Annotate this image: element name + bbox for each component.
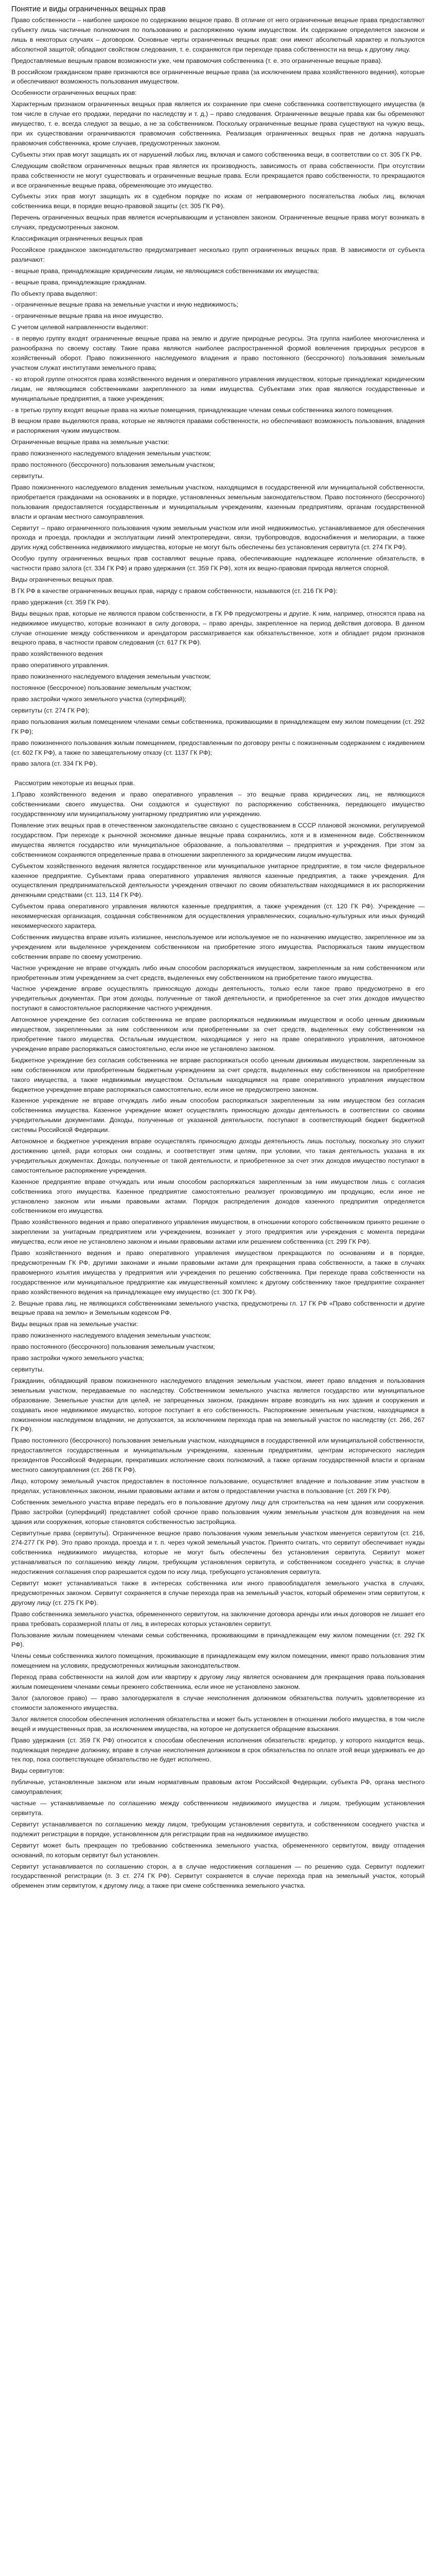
paragraph: Виды вещных прав, которые не являются правом собственности, в ГК РФ предусмотрены и другие. К ним, например, относятся права на недвижимое имущество, которые возникают в силу договора, – право аренды, закрепленное на период действия договора. В данном случае отношение между собственником и арендатором рассматривается как обязательственное, хотя и обладает рядом признаков вещного права, в частности правом следования (ст. 617 ГК РФ). [11, 609, 425, 647]
paragraph: Право хозяйственного ведения и право оперативного управления имуществом, в отношении которого собственником принято решение о закреплении за унитарным предприятием или учреждением, возникает у этого предприятия или учреждения с момента передачи имущества, если иное не установлено законом и иными правовыми актами или решением собственника (ст. 299 ГК РФ). [11, 1218, 425, 1246]
paragraph: - ко второй группе относятся права хозяйственного ведения и оперативного управления имуществом, которые принадлежат юридическим лицам, не являющимся собственниками закрепленного за ними имущества. Субъектами этих прав являются государственные и муниципальные предприятия, а также учреждения; [11, 375, 425, 402]
paragraph: Гражданин, обладающий правом пожизненного наследуемого владения земельным участком, имеет право владения и пользования земельным участком, передаваемые по наследству. Собственником земельного участка является государство или муниципальное образование. Земельные участки для целей, не запрещенных законом, гражданин вправе возводить на них здания и сооружения и создавать иное недвижимое имущество, которое поступает в его собственность. Распоряжение земельным участком, находящимся в пожизненном наследуемом владении, не допускается, за исключением перехода прав на земельный участок по наследству (ст. 266, 267 ГК РФ). [11, 1377, 425, 1433]
paragraph: Предоставляемые вещным правом возможности уже, чем правомочия собственника (т. е. это ограниченные вещные права). [11, 57, 382, 64]
paragraph: В вещном праве выделяются права, которые не являются правами собственности, но обеспечивают возможность пользования, владения и распоряжения чужим имуществом. [11, 417, 425, 435]
paragraph: право застройки чужого земельного участка (суперфиций); [11, 696, 187, 703]
paragraph: право пожизненного наследуемого владения земельным участком; [11, 1332, 211, 1340]
paragraph: Характерным признаком ограниченных вещных прав является их сохранение при смене собственника соответствующего имущества (в том числе в случае его продажи, передачи по наследству и т. д.) – право следования. Ограниченные вещные права как бы обременяют имущество, т. е. всегда следуют за вещью, а не за собственником. Поскольку ограниченные вещные права существуют на чужую вещь, при их существовании ограничиваются правомочия собственника. Реализация ограниченных вещных прав не должна нарушать правомочия собственника, кроме случаев, предусмотренных законом. [11, 100, 425, 147]
paragraph: публичные, установленные законом или иным нормативным правовым актом Российской Федерации, субъекта РФ, органа местного самоуправления; [11, 1778, 425, 1796]
paragraph: Субъекты этих прав могут защищать их от нарушений любых лиц, включая и самого собственника вещи, в соответствии со ст. 305 ГК РФ. [11, 150, 422, 158]
paragraph: Бюджетное учреждение без согласия собственника не вправе распоряжаться особо ценным движимым имуществом, закрепленным за ним собственником или приобретенным бюджетным учреждением за счет средств, выделенных ему собственником на приобретение такого имущества, а также недвижимым имуществом. Остальным находящимся на праве оперативного управления имуществом бюджетное учреждение вправе распоряжаться самостоятельно, если иное не предусмотрено законом. [11, 1056, 425, 1093]
paragraph: право оперативного управления. [11, 662, 109, 669]
paragraph: Ограниченные вещные права на земельные участки: [11, 438, 169, 446]
paragraph: - вещные права, принадлежащие юридическим лицам, не являющимся собственниками их имущества; [11, 267, 319, 275]
paragraph: право постоянного (бессрочного) пользования земельным участком; [11, 1343, 215, 1351]
paragraph: - ограниченные вещные права на иное имущество. [11, 312, 164, 320]
paragraph: С учетом целевой направленности выделяют: [11, 324, 148, 331]
paragraph: В ГК РФ в качестве ограниченных вещных прав, наряду с правом собственности, называются (ст. 216 ГК РФ): [11, 587, 338, 595]
paragraph: право залога (ст. 334 ГК РФ). [11, 760, 97, 768]
paragraph: постоянное (бессрочное) пользование земельным участком; [11, 684, 191, 692]
section-heading: Рассмотрим некоторые из вещных прав. [14, 779, 135, 787]
paragraph: Субъектом права оперативного управления являются казенные предприятия, а также учреждения (ст. 120 ГК РФ). Учреждение — некоммерческая организация, созданная собственником для осуществления управленческих, социально-культурных или иных функций некоммерческого характера. [11, 903, 425, 930]
paragraph: Право собственника земельного участка, обремененного сервитутом, на заключение договора аренды или иных договоров не лишает его права требовать соразмерной платы от лиц, в интересах которых установлен сервитут. [11, 1610, 425, 1628]
paragraph: Казенное учреждение не вправе отчуждать либо иным способом распоряжаться закрепленным за ним имуществом без согласия собственника имущества. Казенное учреждение может осуществлять приносящую доходы деятельность в соответствии со своими учредительными документами. Доходы, полученные от указанной деятельности, поступают в соответствующий бюджет бюджетной системы Российской Федерации. [11, 1097, 425, 1134]
paragraph: Субъекты этих прав могут защищать их в судебном порядке по искам от неправомерного посягательства любых лиц, включая собственника вещи, в порядке вещно-правовой защиты (ст. 305 ГК РФ). [11, 193, 425, 210]
paragraph: Право удержания (ст. 359 ГК РФ) относится к способам обеспечения исполнения обязательств: кредитор, у которого находится вещь, подлежащая передаче должнику, вправе в случае неисполнения должником в срок обязательства по оплате этой вещи удерживать ее до тех пор, пока соответствующее обязательство не будет исполнено. [11, 1736, 425, 1764]
paragraph: право застройки чужого земельного участка; [11, 1354, 144, 1362]
paragraph: Появление этих вещных прав в отечественном законодательстве связано с существованием в СССР плановой экономики, регулируемой государством. При переходе к рыночной экономике данные вещные права сохранились, хотя и в измененном виде. Собственником имущества является государство или муниципальное образование, а пользователями – предприятия и учреждения. При этом за собственником сохраняются определенные права в отношении закрепленного за юридическим лицом имущества. [11, 821, 425, 858]
paragraph: - ограниченные вещные права на земельные участки и иную недвижимость; [11, 301, 238, 309]
paragraph: сервитуты. [11, 1366, 44, 1373]
paragraph: Сервитут может быть прекращен по требованию собственника земельного участка, обремененного сервитутом, ввиду отпадения оснований, по которым сервитут был установлен. [11, 1841, 425, 1859]
paragraph: В российском гражданском праве признаются все ограниченные вещные права (за исключением права хозяйственного ведения), которые и обеспечивают возможность пользования имуществом. [11, 68, 425, 86]
paragraph: Частное учреждение вправе осуществлять приносящую доходы деятельность, только если такое право предусмотрено в его учредительных документах. При этом доходы, полученные от такой деятельности, и приобретенное за счет этих доходов имущество поступают в самостоятельное распоряжение частного учреждения. [11, 985, 425, 1012]
paragraph: Субъектом хозяйственного ведения является государственное или муниципальное унитарное предприятие, в том числе федеральное казенное предприятие. Субъектами права оперативного управления являются казенные предприятия, а также учреждения. Для осуществления предпринимательской деятельности учреждения отвечают по своим обязательствам находящимися в их распоряжении денежными средствами (ст. 113, 114 ГК РФ). [11, 862, 425, 899]
paragraph: Классификация ограниченных вещных прав [11, 235, 143, 243]
paragraph: право пожизненного наследуемого владения земельным участком; [11, 673, 211, 681]
paragraph: Право собственности – наиболее широкое по содержанию вещное право. В отличие от него ограниченные вещные права предоставляют субъекту лишь частичные полномочия по пользованию и распоряжению чужим имуществом. Их содержание определяется законом и лишь в некоторых случаях – договором. Основные черты ограниченных вещных прав: они имеют абсолютный характер и пользуются абсолютной защитой; обладают свойством следования, т. е. сохраняются при переходе права собственности на вещь к другому лицу. [11, 16, 425, 53]
paragraph: Лицо, которому земельный участок предоставлен в постоянное пользование, осуществляет владение и пользование этим участком в пределах, установленных законом, иными правовыми актами и актом о предоставлении участка в пользование (ст. 269 ГК РФ). [11, 1477, 425, 1495]
paragraph: право пользования жилым помещением членами семьи собственника, проживающими в принадлежащем ему жилом помещении (ст. 292 ГК РФ); [11, 718, 425, 735]
paragraph: Особенности ограниченных вещных прав: [11, 89, 137, 97]
paragraph: Переход права собственности на жилой дом или квартиру к другому лицу является основанием для прекращения права пользования жилым помещением членами семьи прежнего собственника, если иное не установлено законом. [11, 1673, 425, 1691]
paragraph: Виды вещных прав на земельные участки: [11, 1320, 138, 1328]
document-title: Понятие и виды ограниченных вещных прав [11, 5, 166, 13]
paragraph: 2. Вещные права лиц, не являющихся собственниками земельного участка, предусмотрены гл. 17 ГК РФ «Право собственности и другие вещные права на землю» и Земельным кодексом РФ. [11, 1299, 425, 1317]
paragraph: Казенное предприятие вправе отчуждать или иным способом распоряжаться закрепленным за ним имуществом лишь с согласия собственника этого имущества. Казенное предприятие самостоятельно реализует производимую им продукцию, если иное не установлено законом или иными правовыми актами. Порядок распределения доходов казенного предприятия определяется собственником его имущества. [11, 1178, 425, 1215]
paragraph: Частное учреждение не вправе отчуждать либо иным способом распоряжаться имуществом, закрепленным за ним собственником или приобретенным этим учреждением за счет средств, выделенных ему собственником на приобретение такого имущества. [11, 964, 425, 981]
section-vesch-prava [11, 790, 425, 1891]
paragraph: Автономное учреждение без согласия собственника не вправе распоряжаться недвижимым имуществом и особо ценным движимым имуществом, закрепленными за ним собственником или приобретенными за счет средств, выделенных ему собственником на приобретение такого имущества. Остальным имуществом, находящимся у него на праве оперативного управления, автономное учреждение вправе распоряжаться самостоятельно, если иное не установлено законом. [11, 1016, 425, 1053]
paragraph: Право постоянного (бессрочного) пользования земельным участком, находящимся в государственной или муниципальной собственности, предоставляется государственным и муниципальным учреждениям, казенным предприятиям, центрам исторического наследия президентов Российской Федерации, прекративших исполнение своих полномочий, а также органам государственной власти и органам местного самоуправления (ст. 268 ГК РФ). [11, 1437, 425, 1474]
paragraph: Автономное и бюджетное учреждения вправе осуществлять приносящую доходы деятельность лишь постольку, поскольку это служит достижению целей, ради которых они созданы, и соответствует этим целям, при условии, что такая деятельность указана в их учредительных документах. Доходы, полученные от такой деятельности, и приобретенное за счет этих доходов имущество поступают в самостоятельное распоряжение учреждения. [11, 1138, 425, 1174]
paragraph: сервитуты (ст. 274 ГК РФ); [11, 706, 90, 714]
paragraph: Виды сервитутов: [11, 1767, 64, 1775]
paragraph: Сервитут устанавливается по соглашению сторон, а в случае недостижения соглашения — по решению суда. Сервитут подлежит государственной регистрации (п. 3 ст. 274 ГК РФ). Сервитут сохраняется в случае перехода прав на земельный участок, который обременен этим сервитутом, к другому лицу, а также при смене собственника земельного участка. [11, 1862, 425, 1890]
paragraph: частные — устанавливаемые по соглашению между собственником недвижимого имущества и лицом, требующим установления сервитута. [11, 1800, 425, 1817]
paragraph: право пожизненного наследуемого владения земельным участком; [11, 450, 211, 457]
paragraph: Залог (залоговое право) — право залогодержателя в случае неисполнения должником обязательства получить удовлетворение из стоимости заложенного имущества. [11, 1694, 425, 1711]
paragraph: - в первую группу входят ограниченные вещные права на землю и другие природные ресурсы. Эта группа наиболее многочисленна и разнообразна по своему составу. Такие права являются наиболее распространенной формой вовлечения природных ресурсов в хозяйственный оборот. Право пожизненного наследуемого владения и право постоянного (бессрочного) пользования земельным участком служат институтами земельного права; [11, 335, 425, 371]
paragraph: Собственник земельного участка вправе передать его в пользование другому лицу для строительства на нем здания или сооружения. Право застройки (суперфиций) представляет собой срочное право пользования чужим земельным участком для возведения на нем здания или сооружения, которые становятся собственностью застройщика. [11, 1498, 425, 1526]
paragraph: Члены семьи собственника жилого помещения, проживающие в принадлежащем ему жилом помещении, имеют право пользования этим помещением на условиях, предусмотренных жилищным законодательством. [11, 1652, 425, 1670]
paragraph: Право пожизненного наследуемого владения земельным участком, находящимся в государственной или муниципальной собственности, приобретается гражданами на основаниях и в порядке, установленных земельным законодательством. Право постоянного (бессрочного) пользования предоставляется государственным и муниципальным учреждениям, казенным предприятиям, органам государственной власти и органам местного самоуправления. [11, 483, 425, 520]
paragraph: Виды ограниченных вещных прав. [11, 576, 114, 584]
paragraph: право удержания (ст. 359 ГК РФ). [11, 598, 110, 606]
paragraph: право пожизненного пользования жилым помещением, предоставленным по договору ренты с пожизненным содержанием с иждивением (ст. 602 ГК РФ), а также по завещательному отказу (ст. 1137 ГК РФ); [11, 739, 425, 756]
paragraph: По объекту права выделяют: [11, 290, 98, 297]
paragraph: право хозяйственного ведения [11, 650, 103, 658]
paragraph: Сервитут может устанавливаться также в интересах собственника или иного правообладателя земельного участка в случаях, предусмотренных законом. Сервитут сохраняется в случае перехода прав на земельный участок, который обременен этим сервитутом, к другому лицу (ст. 275 ГК РФ). [11, 1580, 425, 1606]
paragraph: Пользование жилым помещением членами семьи собственника, проживающими в принадлежащем ему жилом помещении (ст. 292 ГК РФ). [11, 1631, 425, 1649]
paragraph: сервитуты. [11, 472, 44, 480]
paragraph: Сервитут – право ограниченного пользования чужим земельным участком или иной недвижимостью, устанавливаемое для обеспечения прохода и проезда, прокладки и эксплуатации линий электропередачи, связи, трубопроводов, водоснабжения и мелиорации, а также других нужд собственника недвижимого имущества, которые не могут быть обеспечены без установления сервитута (ст. 274 ГК РФ). [11, 524, 425, 551]
section-main [11, 15, 425, 769]
paragraph: 1.Право хозяйственного ведения и право оперативного управления – это вещные права юридических лиц, не являющихся собственниками своего имущества. Они создаются и существуют по распоряжению собственника, передающего имущество государственному или муниципальному унитарному предприятию или учреждению. [11, 791, 425, 818]
paragraph: Особую группу ограниченных вещных прав составляют вещные права, обеспечивающие надлежащее исполнение обязательств, в частности право залога (ст. 334 ГК РФ) и право удержания (ст. 359 ГК РФ), хотя их вещно-правовая природа является спорной. [11, 555, 425, 572]
paragraph: Собственник имущества вправе изъять излишнее, неиспользуемое или используемое не по назначению имущество, закрепленное им за учреждением или выделенное учреждением собственником на приобретение этого имущества. Распоряжаться таким имуществом собственник вправе по своему усмотрению. [11, 933, 425, 960]
paragraph: Право хозяйственного ведения и право оперативного управления имуществом прекращаются по основаниям и в порядке, предусмотренным ГК РФ, другими законами и иными правовыми актами для прекращения права собственности, а также в случаях правомерного изъятия имущества у предприятия или учреждения по решению собственника. При переходе права собственности на государственное или муниципальное предприятие как имущественный комплекс к другому собственнику такое предприятие сохраняет право хозяйственного ведения на принадлежащее ему имущество (ст. 300 ГК РФ). [11, 1249, 425, 1296]
paragraph: Сервитут устанавливается по соглашению между лицом, требующим установления сервитута, и собственником соседнего участка и подлежит регистрации в порядке, установленном для регистрации прав на недвижимое имущество. [11, 1820, 425, 1838]
paragraph: Сервитутные права (сервитуты). Ограниченное вещное право пользования чужим земельным участком именуется сервитутом (ст. 216, 274-277 ГК РФ). Это право прохода, проезда и т. п. через чужой земельный участок. Принято считать, что сервитут обеспечивает нужды собственника недвижимого имущества, которые не могут быть обеспечены без установления сервитута. Сервитут может устанавливаться по соглашению между лицом, требующим установления сервитута, и собственником соседнего участка; в случае недостижения соглашения спор разрешается судом по иску лица, требующего установления сервитута. [11, 1529, 425, 1576]
paragraph: Перечень ограниченных вещных прав является исчерпывающим и установлен законом. Ограниченные вещные права могут возникать в случаях, предусмотренных законом. [11, 214, 425, 231]
paragraph: Залог является способом обеспечения исполнения обязательства и может быть установлен в отношении любого имущества, в том числе вещей и имущественных прав, за исключением имущества, на которое не допускается обращение взыскания. [11, 1715, 425, 1733]
paragraph: Российское гражданское законодательство предусматривает несколько групп ограниченных вещных прав. В зависимости от субъекта различают: [11, 246, 425, 263]
paragraph: - вещные права, принадлежащие гражданам. [11, 278, 147, 286]
paragraph: - в третью группу входят вещные права на жилые помещения, принадлежащие членам семьи собственника жилого помещения. [11, 406, 394, 414]
paragraph: Следующим свойством ограниченных вещных прав является их производность, зависимость от права собственности. При отсутствии права собственности не могут существовать и ограниченные вещные права. Если прекращается право собственности, то прекращаются и все ограниченные вещные права, обременяющие это имущество. [11, 162, 425, 189]
paragraph: право постоянного (бессрочного) пользования земельным участком; [11, 461, 215, 469]
